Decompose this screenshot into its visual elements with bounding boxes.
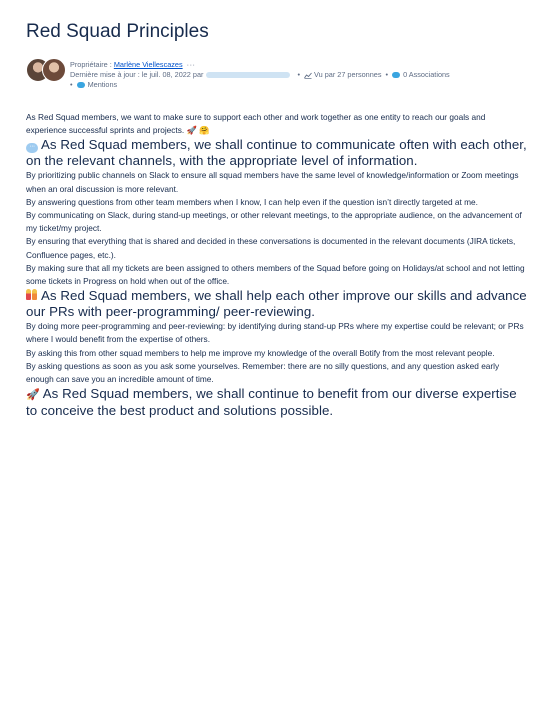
- owner-label: Propriétaire :: [70, 60, 112, 69]
- mentions-row: [70, 80, 450, 90]
- views-link[interactable]: [304, 70, 381, 80]
- paragraph: By asking questions as soon as you ask some yourselves. Remember: there are no silly questions, and any question asked early enough can save you an incredible amount of time.: [26, 360, 500, 385]
- section-heading-skills: [26, 288, 528, 320]
- associations-label: 0 Associations: [403, 70, 450, 79]
- section-heading-communication: [26, 137, 528, 169]
- more-icon[interactable]: ···: [186, 60, 196, 69]
- people-icon: [26, 289, 38, 300]
- separator-dot: •: [70, 80, 73, 89]
- metadata-text: [70, 58, 450, 90]
- paragraph: By prioritizing public channels on Slack to ensure all squad members have the same level of knowledge/information or Zoom meetings when an oral discussion is more relevant.: [26, 170, 519, 194]
- paragraph: By doing more peer-programming and peer-reviewing: by identifying during stand-up PRs where my expertise could be relevant; or PRs where I would benefit from the expertise of others.: [26, 321, 524, 345]
- associations-link[interactable]: [392, 70, 450, 80]
- section-heading-text: As Red Squad members, we shall continue to communicate often with each other, on the relevant channels, with the appropriate level of information.: [26, 137, 527, 169]
- page-metadata: [26, 58, 528, 90]
- paragraph: By asking this from other squad members to help me improve my knowledge of the overall Botify from the most relevant people.: [26, 347, 495, 358]
- section-heading-text: As Red Squad members, we shall help each other improve our skills and advance our PRs with peer-programming/ peer-reviewing.: [26, 288, 527, 320]
- rocket-icon: 🚀: [26, 388, 40, 402]
- last-updated-label: Dernière mise à jour : le juil. 08, 2022 par: [70, 70, 204, 79]
- page-title: Red Squad Principles: [26, 21, 209, 42]
- section-heading-expertise: [26, 386, 528, 419]
- paragraph: By answering questions from other team members when I know, I can help even if the question isn’t directly targeted at me.: [26, 196, 478, 207]
- views-label: Vu par 27 personnes: [314, 70, 382, 79]
- mentions-link[interactable]: [77, 80, 118, 90]
- analytics-icon: [304, 72, 312, 79]
- contributor-avatars[interactable]: [26, 58, 70, 82]
- mentions-label: Mentions: [87, 80, 118, 89]
- section-heading-text: As Red Squad members, we shall continue to benefit from our diverse expertise to conceive the best product and solutions possible.: [26, 386, 517, 419]
- owner-link[interactable]: Marlène Viellescazes: [113, 60, 183, 69]
- separator-dot: •: [297, 70, 301, 79]
- separator-dot: •: [385, 70, 389, 79]
- association-icon: [392, 72, 400, 78]
- paragraph: By ensuring that everything that is shared and decided in these conversations is documented in the relevant documents (JIRA tickets, Confluence pages, etc.).: [26, 236, 516, 260]
- avatar[interactable]: [42, 58, 66, 82]
- paragraph: By making sure that all my tickets are been assigned to others members of the Squad before going on Holidays/at school and not letting some tickets in Progress on hold when out of the office.: [26, 262, 525, 287]
- redacted-author-name: [206, 72, 290, 78]
- mentions-icon: [77, 82, 85, 88]
- intro-paragraph: As Red Squad members, we want to make sure to support each other and work together as one entity to reach our goals and experience successful sprints and projects. 🚀 🤗: [26, 112, 486, 136]
- paragraph: By communicating on Slack, during stand-up meetings, or other relevant meetings, to the appropriate audience, on the advancement of my ticket/my project.: [26, 210, 522, 234]
- updated-row: [70, 70, 450, 80]
- owner-row: [70, 60, 450, 70]
- speech-bubble-icon: ···: [26, 143, 38, 153]
